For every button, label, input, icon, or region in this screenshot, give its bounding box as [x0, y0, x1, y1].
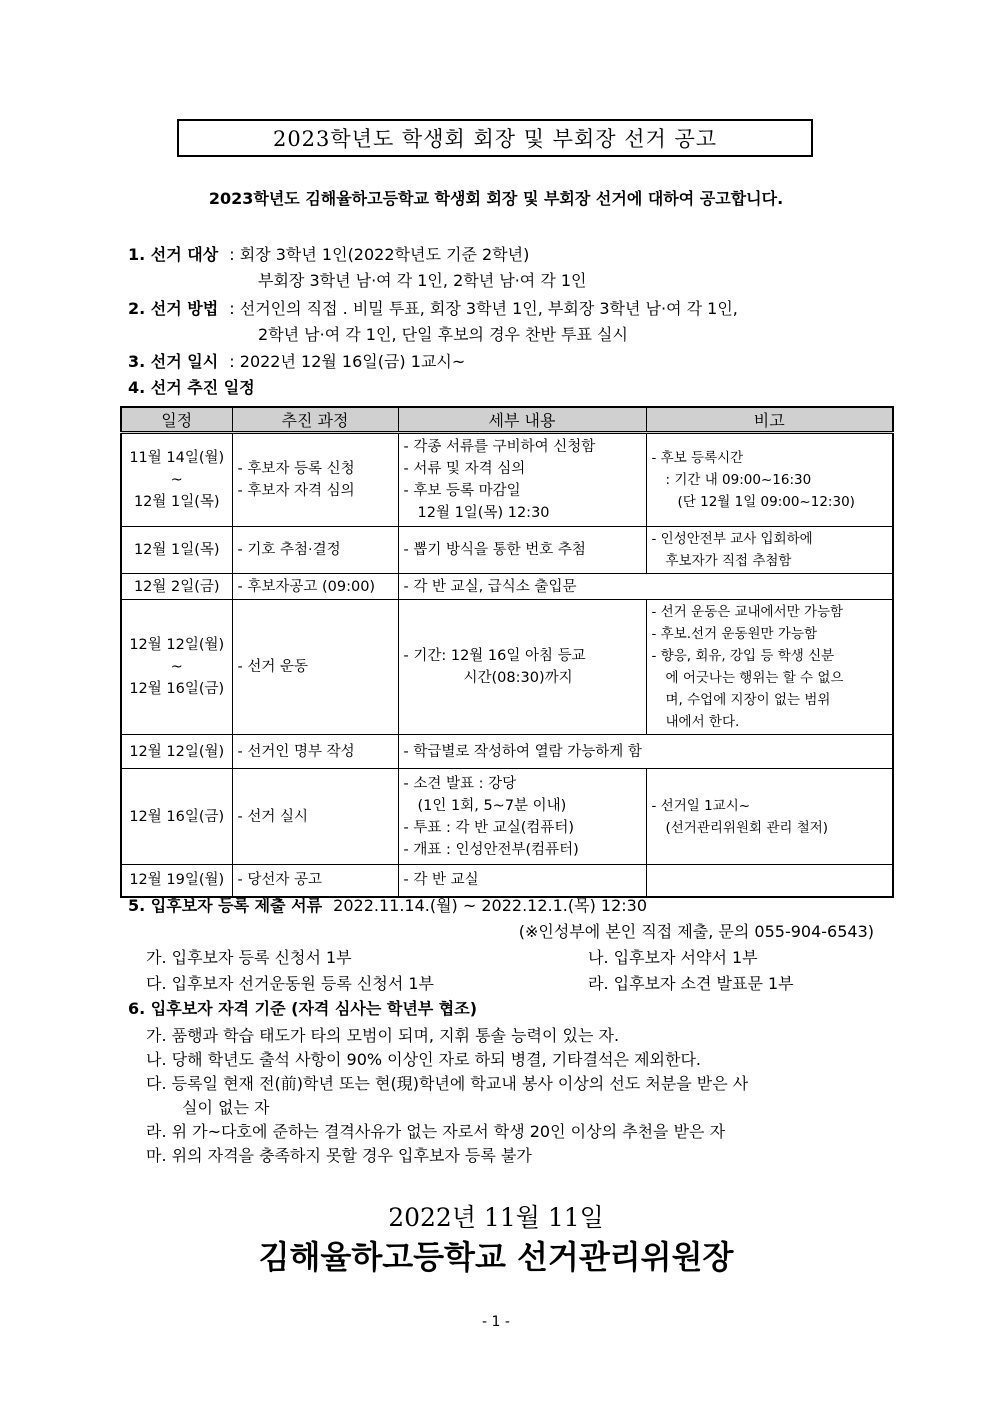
- section-2-line2: 2학년 남·여 각 1인, 단일 후보의 경우 찬반 투표 실시: [258, 325, 628, 344]
- detail-text: (1인 1회, 5~7분 이내): [417, 797, 567, 814]
- header-process: 추진 과정: [232, 407, 398, 433]
- detail-text: - 후보 등록 마감일: [403, 483, 521, 499]
- row-date: 12월 19일(월): [121, 865, 232, 897]
- detail-text: - 개표 : 인성안전부(컴퓨터): [403, 841, 579, 858]
- note-text: 내에서 한다.: [665, 714, 740, 730]
- section-5-item-a: 가. 입후보자 등록 신청서 1부: [146, 948, 352, 967]
- table-header-row: [121, 407, 893, 433]
- note-text: (단 12월 1일 09:00~12:30): [677, 494, 855, 510]
- section-6-label: 6. 입후보자 자격 기준 (자격 심사는 학년부 협조): [128, 999, 478, 1018]
- date-text: 12월 12일(월): [129, 637, 225, 653]
- row-date: 12월 1일(목): [121, 527, 232, 574]
- table-row: [121, 433, 893, 527]
- row-process: [232, 433, 398, 527]
- table-row: [121, 769, 893, 865]
- note-text: : 기간 내 09:00~16:30: [665, 472, 812, 488]
- detail-text: 시간(08:30)까지: [463, 670, 573, 686]
- note-text: - 후보 등록시간: [651, 450, 744, 466]
- section-2-line1: : 선거인의 직접 . 비밀 투표, 회장 3학년 1인, 부회장 3학년 남·여 각 1인,: [229, 299, 738, 318]
- row-detail: - 각 반 교실: [398, 865, 646, 897]
- row-process: - 후보자공고 (09:00): [232, 574, 398, 600]
- section-6-item-a: 가. 품행과 학습 태도가 타의 모범이 되며, 지휘 통솔 능력이 있는 자.: [146, 1026, 620, 1045]
- row-note: [646, 433, 893, 527]
- notice-date: 2022년 11월 11일: [388, 1203, 604, 1232]
- table-row: [121, 574, 893, 600]
- notice-title: 2023학년도 학생회 회장 및 부회장 선거 공고: [177, 119, 813, 157]
- note-text: - 후보.선거 운동원만 가능함: [651, 626, 817, 642]
- section-3-label: 3. 선거 일시: [128, 352, 219, 371]
- section-4-label: 4. 선거 추진 일정: [128, 378, 255, 397]
- detail-text: - 각종 서류를 구비하여 신청함: [403, 439, 596, 455]
- row-process: - 선거 운동: [232, 600, 398, 735]
- section-1: [128, 243, 529, 267]
- section-2: [128, 297, 738, 321]
- section-5-period: 2022.11.14.(월) ~ 2022.12.1.(목) 12:30: [333, 896, 648, 915]
- section-6-item-b: 나. 당해 학년도 출석 사항이 90% 이상인 자로 하되 병결, 기타결석은 제외한다.: [146, 1050, 701, 1069]
- row-note-empty: [646, 865, 893, 897]
- row-detail: - 학급별로 작성하여 열람 가능하게 함: [398, 735, 893, 769]
- section-2-label: 2. 선거 방법: [128, 299, 219, 318]
- date-text: 12월 16일(금): [129, 681, 225, 697]
- intro-text: 2023학년도 김해율하고등학교 학생회 회장 및 부회장 선거에 대하여 공고합니다.: [208, 189, 784, 208]
- row-process: - 당선자 공고: [232, 865, 398, 897]
- section-6-item-d: 라. 위 가~다호에 준하는 결격사유가 없는 자로서 학생 20인 이상의 추천을 받은 자: [146, 1122, 726, 1141]
- schedule-table: [120, 406, 894, 898]
- note-text: (선거관리위원회 관리 철저): [665, 819, 829, 836]
- row-note: [646, 527, 893, 574]
- row-detail: [398, 433, 646, 527]
- date-text: ~: [170, 472, 183, 488]
- row-process: - 선거 실시: [232, 769, 398, 865]
- table-row: [121, 735, 893, 769]
- detail-text: - 소견 발표 : 강당: [403, 775, 517, 792]
- date-text: 11월 14일(월): [129, 450, 225, 466]
- section-6-item-e: 마. 위의 자격을 충족하지 못할 경우 입후보자 등록 불가: [146, 1146, 532, 1165]
- header-date: 일정: [121, 407, 232, 433]
- section-5-item-c: 다. 입후보자 선거운동원 등록 신청서 1부: [146, 974, 434, 993]
- detail-text: - 서류 및 자격 심의: [403, 461, 526, 477]
- row-date: [121, 600, 232, 735]
- section-6-item-c: 다. 등록일 현재 전(前)학년 또는 현(現)학년에 학교내 봉사 이상의 선도 처분을 받은 사: [146, 1074, 749, 1093]
- row-detail: - 뽑기 방식을 통한 번호 추첨: [398, 527, 646, 574]
- row-date: [121, 433, 232, 527]
- process-text: - 후보자 자격 심의: [237, 483, 355, 499]
- section-3-line1: : 2022년 12월 16일(금) 1교시~: [229, 352, 466, 371]
- date-text: 12월 1일(목): [133, 494, 220, 510]
- row-note: [646, 600, 893, 735]
- section-1-label: 1. 선거 대상: [128, 245, 219, 264]
- row-date: 12월 16일(금): [121, 769, 232, 865]
- section-1-line1: : 회장 3학년 1인(2022학년도 기준 2학년): [229, 245, 530, 264]
- table-row: [121, 527, 893, 574]
- section-5-note: (※인성부에 본인 직접 제출, 문의 055-904-6543): [518, 922, 874, 941]
- note-text: 며, 수업에 지장이 없는 범위: [665, 692, 831, 708]
- row-detail: [398, 600, 646, 735]
- section-3: [128, 350, 465, 374]
- date-text: ~: [170, 659, 183, 675]
- header-note: 비고: [646, 407, 893, 433]
- table-row: [121, 865, 893, 897]
- row-process: - 선거인 명부 작성: [232, 735, 398, 769]
- row-process: - 기호 추첨·결정: [232, 527, 398, 574]
- row-date: 12월 12일(월): [121, 735, 232, 769]
- row-date: 12월 2일(금): [121, 574, 232, 600]
- section-6-item-c-cont: 실이 없는 자: [182, 1098, 270, 1117]
- issuer-name: 김해율하고등학교 선거관리위원장: [258, 1238, 734, 1276]
- row-note: [646, 769, 893, 865]
- detail-text: - 투표 : 각 반 교실(컴퓨터): [403, 819, 575, 836]
- detail-text: - 기간: 12월 16일 아침 등교: [403, 648, 586, 664]
- note-text: - 향응, 회유, 강입 등 학생 신분: [651, 648, 835, 664]
- table-row: [121, 600, 893, 735]
- section-5: [128, 894, 647, 918]
- note-text: - 선거일 1교시~: [651, 797, 751, 814]
- row-detail: - 각 반 교실, 급식소 출입문: [398, 574, 893, 600]
- section-5-label: 5. 입후보자 등록 제출 서류: [128, 896, 323, 915]
- section-1-line2: 부회장 3학년 남·여 각 1인, 2학년 남·여 각 1인: [258, 271, 587, 290]
- process-text: - 후보자 등록 신청: [237, 461, 355, 477]
- page-number: - 1 -: [482, 1314, 510, 1330]
- note-text: - 인성안전부 교사 입회하에: [651, 531, 813, 547]
- section-5-item-b: 나. 입후보자 서약서 1부: [588, 948, 758, 967]
- row-detail: [398, 769, 646, 865]
- note-text: - 선거 운동은 교내에서만 가능함: [651, 604, 844, 620]
- note-text: 후보자가 직접 추첨함: [665, 553, 792, 569]
- note-text: 에 어긋나는 행위는 할 수 없으: [665, 670, 844, 686]
- header-detail: 세부 내용: [398, 407, 646, 433]
- section-5-item-d: 라. 입후보자 소견 발표문 1부: [588, 974, 794, 993]
- detail-text: 12월 1일(목) 12:30: [417, 505, 550, 521]
